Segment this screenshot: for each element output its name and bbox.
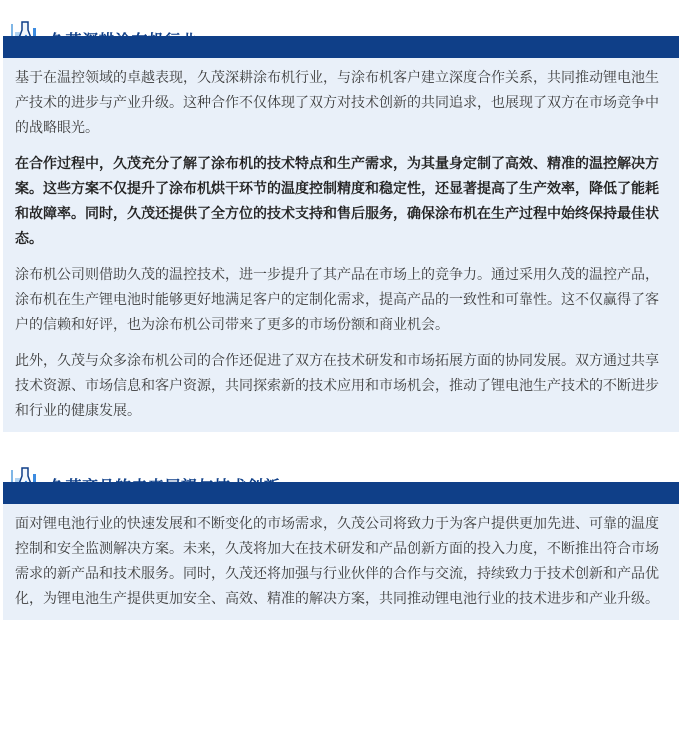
paragraph: 基于在温控领域的卓越表现，久茂深耕涂布机行业，与涂布机客户建立深度合作关系，共同推动锂电池生产技术的进步与产业升级。这种合作不仅体现了双方对技术创新的共同追求，也展现了双方在市场竞争中的战略眼光。 — [15, 70, 659, 136]
section-header-1 — [3, 8, 679, 58]
section-header-2 — [3, 454, 679, 504]
section-body-2 — [3, 504, 679, 620]
section-bar — [3, 482, 679, 504]
paragraph: 面对锂电池行业的快速发展和不断变化的市场需求，久茂公司将致力于为客户提供更加先进、可靠的温度控制和安全监测解决方案。未来，久茂将加大在技术研发和产品创新方面的投入力度，不断推出符合市场需求的新产品和技术服务。同时，久茂还将加强与行业伙伴的合作与交流，持续致力于技术创新和产品优化，为锂电池生产提供更加安全、高效、精准的解决方案，共同推动锂电池行业的技术进步和产业升级。 — [15, 516, 659, 607]
section-body-1 — [3, 58, 679, 432]
paragraph-bold: 在合作过程中，久茂充分了解了涂布机的技术特点和生产需求，为其量身定制了高效、精准的温控解决方案。这些方案不仅提升了涂布机烘干环节的温度控制精度和稳定性，还显著提高了生产效率，降低了能耗和故障率。同时，久茂还提供了全方位的技术支持和售后服务，确保涂布机在生产过程中始终保持最佳状态。 — [15, 156, 659, 247]
section-bar — [3, 36, 679, 58]
paragraph: 涂布机公司则借助久茂的温控技术，进一步提升了其产品在市场上的竞争力。通过采用久茂的温控产品，涂布机在生产锂电池时能够更好地满足客户的定制化需求，提高产品的一致性和可靠性。这不仅赢得了客户的信赖和好评，也为涂布机公司带来了更多的市场份额和商业机会。 — [15, 267, 659, 333]
paragraph: 此外，久茂与众多涂布机公司的合作还促进了双方在技术研发和市场拓展方面的协同发展。双方通过共享技术资源、市场信息和客户资源，共同探索新的技术应用和市场机会，推动了锂电池生产技术的不断进步和行业的健康发展。 — [15, 353, 659, 419]
